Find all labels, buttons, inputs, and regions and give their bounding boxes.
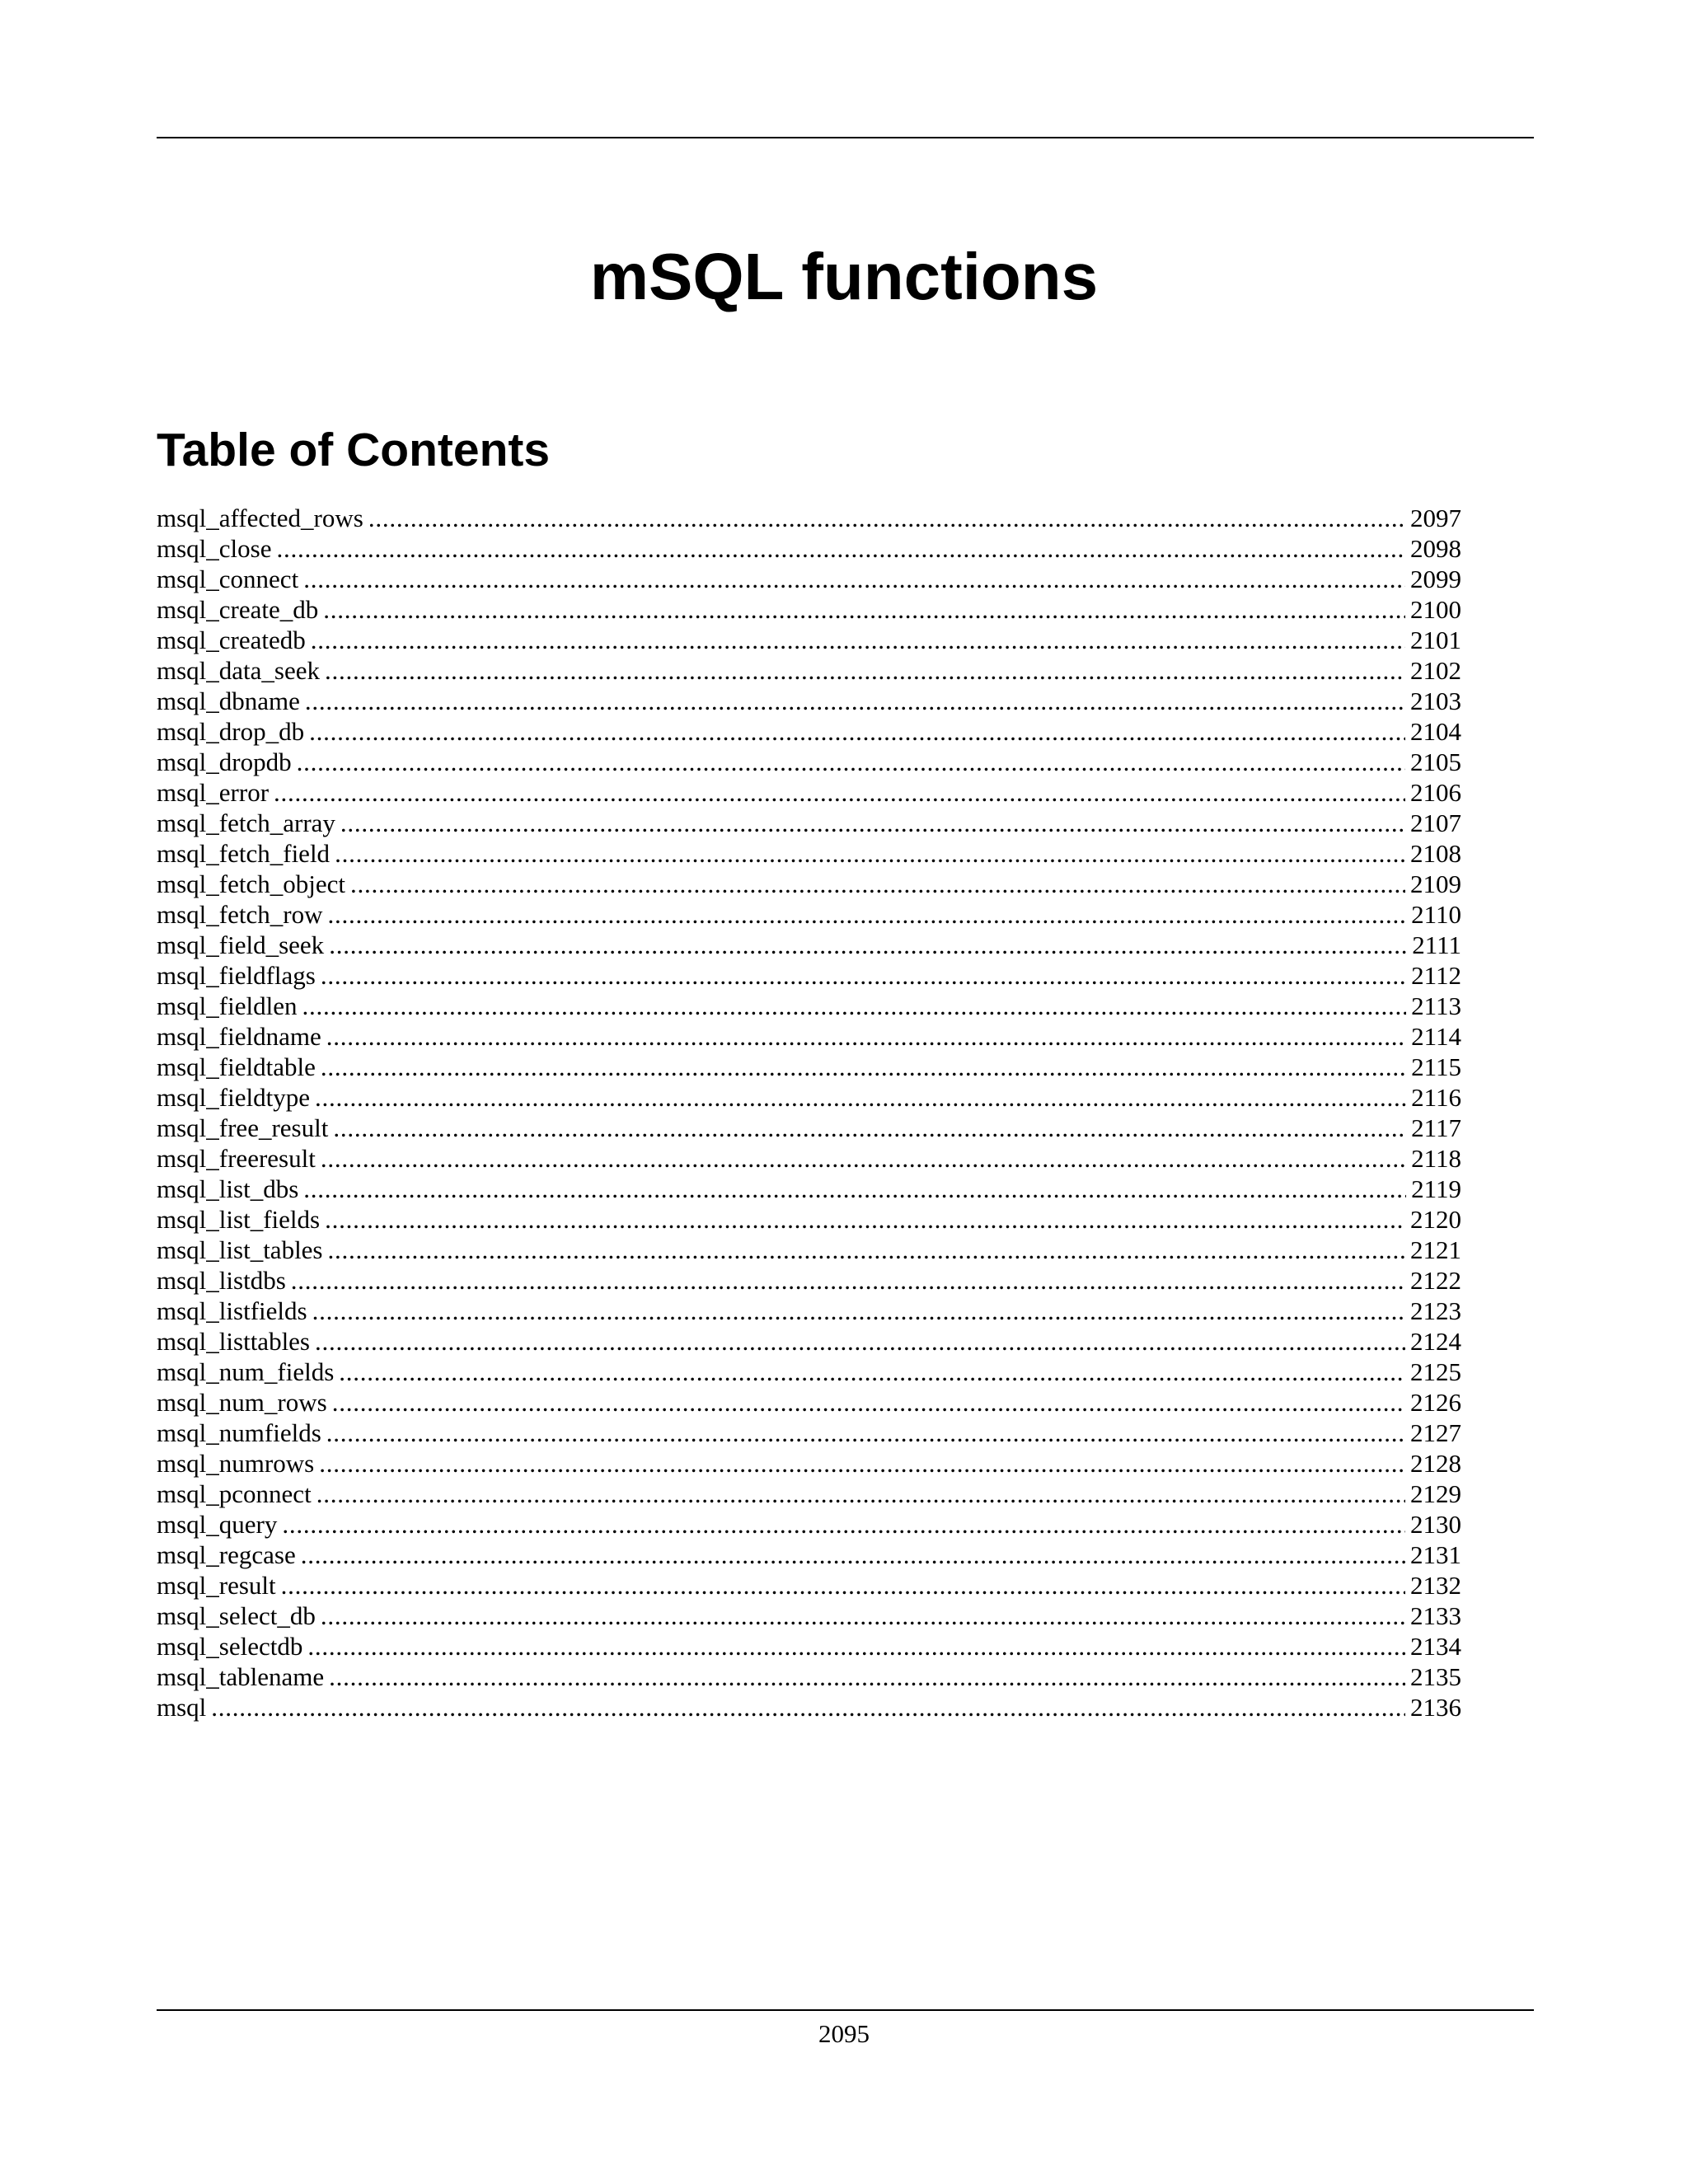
toc-entry-page: 2103	[1410, 687, 1461, 715]
toc-entry-name: msql_field_seek	[157, 930, 325, 959]
page-title: mSQL functions	[589, 240, 1099, 313]
toc-entry[interactable]	[157, 1601, 1461, 1631]
toc-entry-page: 2126	[1410, 1388, 1461, 1417]
toc-entry-name: msql_listfields	[157, 1296, 307, 1325]
toc-entry-page: 2120	[1410, 1205, 1461, 1234]
toc-entry-page: 2121	[1410, 1235, 1461, 1264]
toc-leader-dots	[305, 686, 1405, 716]
toc-entry-name: msql_data_seek	[157, 656, 321, 685]
toc-entry[interactable]	[157, 1143, 1461, 1174]
toc-leader-dots	[325, 1204, 1405, 1235]
toc-leader-dots	[277, 533, 1406, 564]
toc-entry-name: msql_pconnect	[157, 1479, 312, 1508]
toc-entry[interactable]	[157, 869, 1461, 899]
toc-entry[interactable]	[157, 503, 1461, 533]
toc-entry-page: 2110	[1411, 900, 1461, 929]
toc-leader-dots	[316, 1479, 1405, 1509]
toc-entry[interactable]	[157, 1479, 1461, 1509]
toc-entry-page: 2128	[1410, 1449, 1461, 1478]
toc-leader-dots	[315, 1326, 1405, 1357]
toc-entry-page: 2102	[1410, 656, 1461, 685]
toc-entry-name: msql_affected_rows	[157, 504, 363, 532]
toc-entry-page: 2130	[1410, 1510, 1461, 1539]
toc-leader-dots	[325, 655, 1405, 686]
toc-leader-dots	[327, 899, 1406, 930]
toc-entry[interactable]	[157, 1021, 1461, 1052]
toc-leader-dots	[302, 991, 1406, 1021]
toc-entry[interactable]	[157, 991, 1461, 1021]
toc-entry-page: 2122	[1410, 1266, 1461, 1295]
toc-leader-dots	[332, 1387, 1405, 1418]
toc-entry[interactable]	[157, 1204, 1461, 1235]
toc-entry-name: msql_numfields	[157, 1418, 321, 1447]
toc-entry-name: msql_num_fields	[157, 1357, 335, 1386]
toc-leader-dots	[297, 747, 1405, 777]
toc-leader-dots	[335, 838, 1405, 869]
toc-leader-dots	[368, 503, 1405, 533]
toc-entry-name: msql_drop_db	[157, 717, 305, 746]
toc-entry-page: 2134	[1410, 1632, 1461, 1661]
toc-entry-page: 2118	[1411, 1144, 1461, 1173]
toc-entry-name: msql_query	[157, 1510, 278, 1539]
toc-entry[interactable]	[157, 1174, 1461, 1204]
toc-leader-dots	[350, 869, 1405, 899]
toc-entry-name: msql_close	[157, 534, 272, 563]
toc-entry-name: msql_create_db	[157, 595, 319, 624]
toc-entry[interactable]	[157, 655, 1461, 686]
toc-entry-page: 2127	[1410, 1418, 1461, 1447]
toc-entry-name: msql_dbname	[157, 687, 300, 715]
footer-rule	[157, 2009, 1534, 2011]
toc-leader-dots	[291, 1265, 1405, 1296]
toc-leader-dots	[274, 777, 1405, 808]
toc-entry[interactable]	[157, 564, 1461, 594]
toc-entry-name: msql_connect	[157, 565, 299, 593]
toc-leader-dots	[326, 1021, 1406, 1052]
toc-entry-name: msql_freeresult	[157, 1144, 316, 1173]
toc-entry-page: 2131	[1410, 1540, 1461, 1569]
toc-entry-page: 2129	[1410, 1479, 1461, 1508]
toc-entry[interactable]	[157, 625, 1461, 655]
toc-entry-name: msql_listdbs	[157, 1266, 286, 1295]
toc-leader-dots	[315, 1082, 1406, 1113]
toc-entry-page: 2125	[1410, 1357, 1461, 1386]
toc-leader-dots	[326, 1418, 1405, 1448]
toc-entry[interactable]	[157, 1357, 1461, 1387]
toc-leader-dots	[321, 960, 1406, 991]
toc-entry-name: msql_list_dbs	[157, 1174, 299, 1203]
toc-entry[interactable]	[157, 594, 1461, 625]
toc-entry[interactable]	[157, 1235, 1461, 1265]
toc-leader-dots	[319, 1448, 1405, 1479]
toc-leader-dots	[312, 1296, 1405, 1326]
page-number: 2095	[818, 2019, 870, 2048]
toc-entry[interactable]	[157, 1387, 1461, 1418]
toc-entry[interactable]	[157, 533, 1461, 564]
toc-entry[interactable]	[157, 808, 1461, 838]
toc-entry-page: 2113	[1411, 991, 1461, 1020]
toc-entry[interactable]	[157, 1661, 1461, 1692]
toc-entry[interactable]	[157, 1631, 1461, 1661]
toc-entry[interactable]	[157, 1540, 1461, 1570]
toc-entry[interactable]	[157, 1326, 1461, 1357]
toc-entry[interactable]	[157, 838, 1461, 869]
toc-entry-page: 2133	[1410, 1601, 1461, 1630]
toc-entry-page: 2124	[1410, 1327, 1461, 1356]
toc-leader-dots	[303, 1174, 1406, 1204]
toc-entry-name: msql_free_result	[157, 1113, 329, 1142]
toc-entry-page: 2115	[1411, 1052, 1461, 1081]
toc-entry-page: 2099	[1410, 565, 1461, 593]
toc-entry-name: msql_regcase	[157, 1540, 296, 1569]
toc-leader-dots	[329, 930, 1407, 960]
toc-entry[interactable]	[157, 1448, 1461, 1479]
toc-entry-page: 2111	[1412, 930, 1461, 959]
toc-entry-page: 2136	[1410, 1693, 1461, 1722]
toc-entry-name: msql_list_tables	[157, 1235, 323, 1264]
toc-entry[interactable]	[157, 1296, 1461, 1326]
toc-entry-page: 2132	[1410, 1571, 1461, 1600]
toc-entry-page: 2114	[1411, 1022, 1461, 1051]
toc-entry-page: 2107	[1410, 808, 1461, 837]
toc-entry-name: msql_num_rows	[157, 1388, 327, 1417]
toc-leader-dots	[321, 1052, 1406, 1082]
toc-entry-page: 2104	[1410, 717, 1461, 746]
toc-entry[interactable]	[157, 899, 1461, 930]
toc-entry[interactable]	[157, 777, 1461, 808]
toc-entry[interactable]	[157, 716, 1461, 747]
toc-leader-dots	[309, 716, 1405, 747]
toc-entry-name: msql_createdb	[157, 626, 306, 654]
toc-list	[157, 503, 1461, 1722]
toc-entry-page: 2098	[1410, 534, 1461, 563]
toc-entry-name: msql_fieldtable	[157, 1052, 316, 1081]
toc-entry-name: msql_listtables	[157, 1327, 310, 1356]
toc-entry-page: 2119	[1411, 1174, 1461, 1203]
toc-leader-dots	[311, 625, 1405, 655]
toc-leader-dots	[321, 1601, 1405, 1631]
toc-entry-name: msql_fetch_row	[157, 900, 323, 929]
toc-entry-page: 2112	[1411, 961, 1461, 990]
toc-entry-name: msql_fetch_object	[157, 869, 345, 898]
toc-entry-name: msql_error	[157, 778, 270, 807]
toc-entry-name: msql_result	[157, 1571, 276, 1600]
toc-entry[interactable]	[157, 1692, 1461, 1722]
toc-entry[interactable]	[157, 1082, 1461, 1113]
toc-entry-page: 2100	[1410, 595, 1461, 624]
toc-entry-name: msql_selectdb	[157, 1632, 303, 1661]
toc-leader-dots	[340, 808, 1405, 838]
toc-heading: Table of Contents	[157, 424, 551, 476]
toc-entry[interactable]	[157, 1418, 1461, 1448]
toc-leader-dots	[339, 1357, 1405, 1387]
toc-entry[interactable]	[157, 747, 1461, 777]
toc-entry-page: 2135	[1410, 1662, 1461, 1691]
toc-entry[interactable]	[157, 1113, 1461, 1143]
toc-entry-page: 2116	[1411, 1083, 1461, 1112]
header-rule	[157, 137, 1534, 138]
toc-entry-page: 2101	[1410, 626, 1461, 654]
toc-leader-dots	[282, 1509, 1405, 1540]
toc-entry-page: 2109	[1410, 869, 1461, 898]
toc-entry[interactable]	[157, 1052, 1461, 1082]
toc-entry-page: 2108	[1410, 839, 1461, 868]
toc-leader-dots	[303, 564, 1405, 594]
toc-entry-name: msql_tablename	[157, 1662, 325, 1691]
toc-entry-name: msql_dropdb	[157, 748, 292, 776]
toc-entry-page: 2123	[1410, 1296, 1461, 1325]
toc-entry-page: 2106	[1410, 778, 1461, 807]
toc-entry-name: msql_numrows	[157, 1449, 315, 1478]
toc-entry[interactable]	[157, 1509, 1461, 1540]
toc-leader-dots	[329, 1661, 1405, 1692]
toc-entry-name: msql_fieldflags	[157, 961, 316, 990]
toc-leader-dots	[333, 1113, 1406, 1143]
toc-leader-dots	[281, 1570, 1405, 1601]
toc-leader-dots	[301, 1540, 1405, 1570]
toc-entry-page: 2105	[1410, 748, 1461, 776]
toc-entry[interactable]	[157, 930, 1461, 960]
toc-entry-page: 2097	[1410, 504, 1461, 532]
toc-entry-name: msql_fetch_field	[157, 839, 331, 868]
toc-leader-dots	[321, 1143, 1406, 1174]
toc-entry-name: msql_select_db	[157, 1601, 316, 1630]
toc-entry[interactable]	[157, 960, 1461, 991]
toc-entry[interactable]	[157, 1570, 1461, 1601]
toc-leader-dots	[211, 1692, 1405, 1722]
toc-entry-name: msql_fieldname	[157, 1022, 321, 1051]
toc-entry[interactable]	[157, 1265, 1461, 1296]
toc-entry[interactable]	[157, 686, 1461, 716]
toc-entry-name: msql_list_fields	[157, 1205, 321, 1234]
toc-leader-dots	[307, 1631, 1405, 1661]
toc-leader-dots	[323, 594, 1405, 625]
toc-entry-name: msql	[157, 1693, 207, 1722]
toc-entry-name: msql_fieldlen	[157, 991, 298, 1020]
toc-leader-dots	[328, 1235, 1406, 1265]
toc-entry-page: 2117	[1411, 1113, 1461, 1142]
toc-entry-name: msql_fieldtype	[157, 1083, 310, 1112]
toc-entry-name: msql_fetch_array	[157, 808, 335, 837]
